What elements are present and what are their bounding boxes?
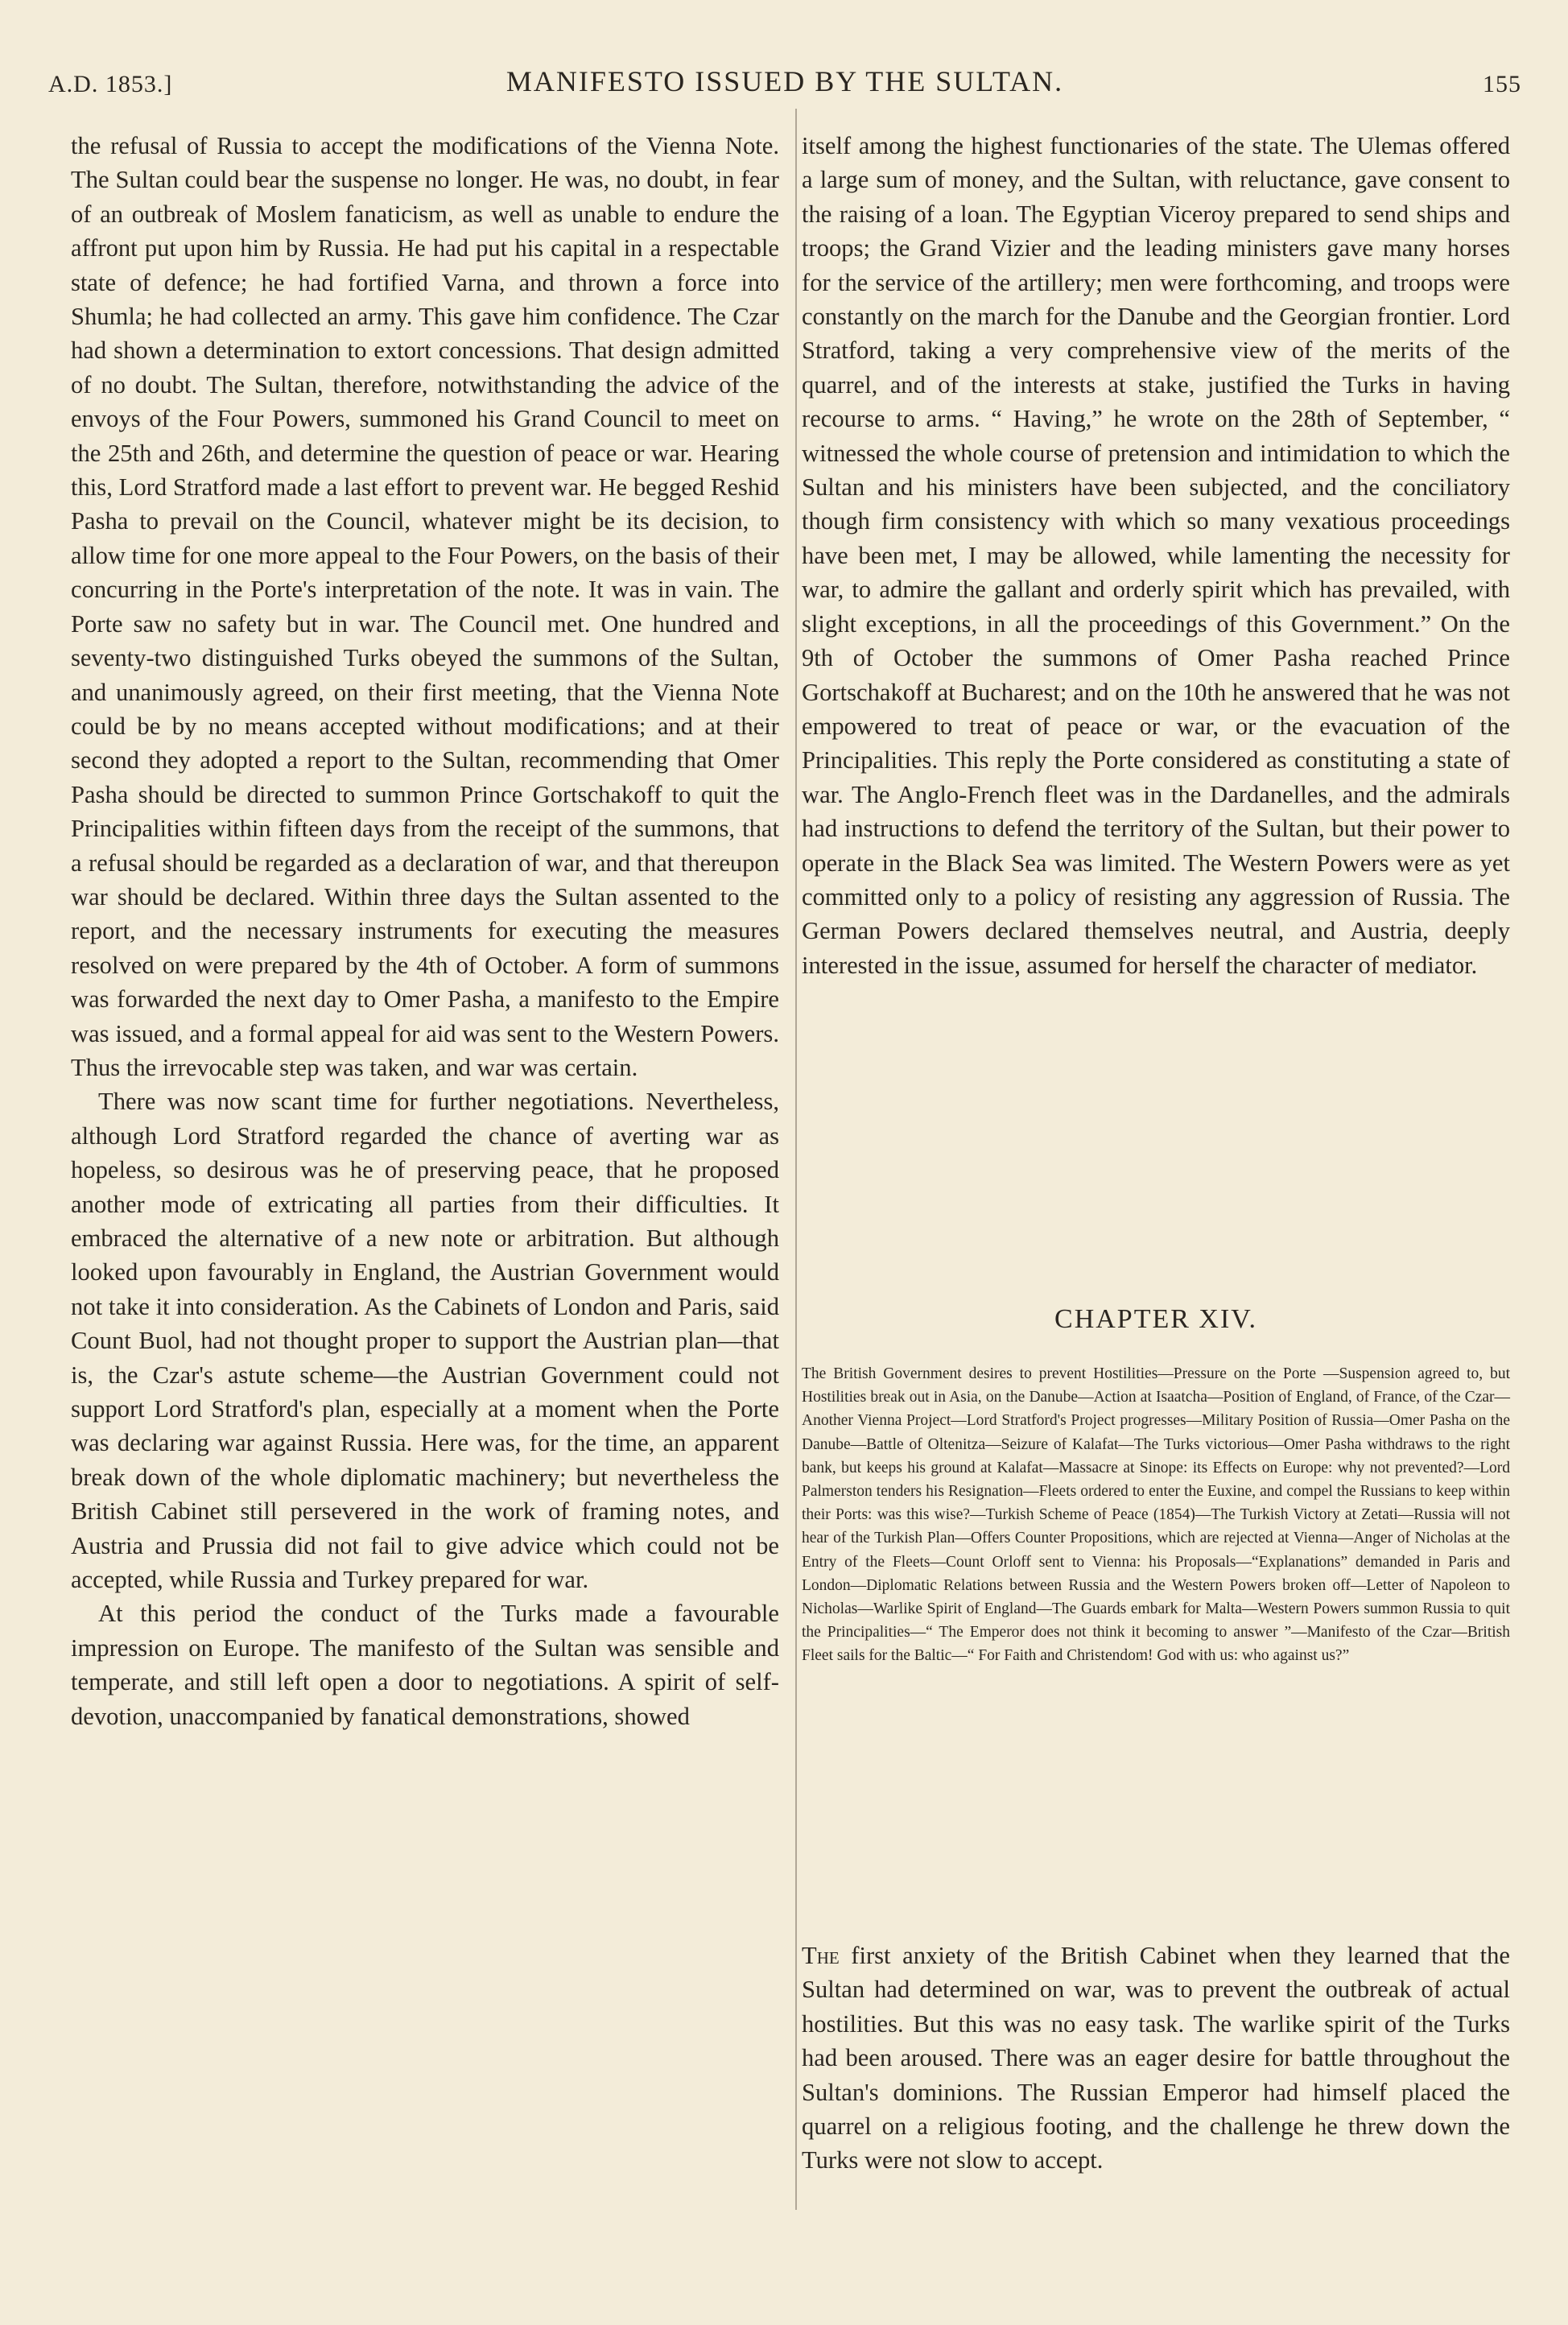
chapter-title: CHAPTER XIV. bbox=[1054, 1304, 1257, 1334]
left-paragraph-1: the refusal of Russia to accept the modifications of the Vienna Note. The Sultan could bear the suspense no longer. He was, no doubt, in fear of an outbreak of Moslem fanaticism, as well as unable to endure the affront put upon him by Russia. He had put his capital in a respectable state of defence; he had fortified Varna, and thrown a force into Shumla; he had collected an army. This gave him confidence. The Czar had shown a determination to extort concessions. That design admitted of no doubt. The Sultan, therefore, notwithstanding the advice of the envoys of the Four Powers, summoned his Grand Council to meet on the 25th and 26th, and determine the question of peace or war. Hearing this, Lord Stratford made a last effort to prevent war. He begged Reshid Pasha to prevail on the Council, whatever might be its decision, to allow time for one more appeal to the Four Powers, on the basis of their concurring in the Porte's interpretation of the note. It was in vain. The Porte saw no safety but in war. The Council met. One hundred and seventy-two distinguished Turks obeyed the summons of the Sultan, and unanimously agreed, on their first meeting, that the Vienna Note could be by no means accepted without modifications; and at their second they adopted a report to the Sultan, recommending that Omer Pasha should be directed to summon Prince Gortschakoff to quit the Principalities within fifteen days from the receipt of the summons, that a refusal should be regarded as a declaration of war, and that thereupon war should be declared. Within three days the Sultan assented to the report, and the necessary instruments for executing the measures resolved on were prepared by the 4th of October. A form of summons was forwarded the next day to Omer Pasha, a manifesto to the Empire was issued, and a formal appeal for aid was sent to the Western Powers. Thus the irrevocable step was taken, and war was certain. bbox=[71, 132, 779, 1081]
right-paragraph-1: itself among the highest functionaries of the state. The Ulemas offered a large sum of money, and the Sultan, with reluctance, gave consent to the raising of a loan. The Egyptian Viceroy prepared to send ships and troops; the Grand Vizier and the leading ministers gave many horses for the service of the artillery; men were forthcoming, and troops were constantly on the march for the Danube and the Georgian frontier. Lord Stratford, taking a very comprehensive view of the merits of the quarrel, and of the interests at stake, justified the Turks in having recourse to arms. “ Having,” he wrote on the 28th of September, “ witnessed the whole course of pretension and intimidation to which the Sultan and his ministers have been subjected, and the conciliatory though firm consistency with which so many vexatious proceedings have been met, I may be allowed, while lamenting the necessity for war, to admire the gallant and orderly spirit which has prevailed, with slight exceptions, in all the proceedings of this Government.” On the 9th of October the summons of Omer Pasha reached Prince Gortschakoff at Bucharest; and on the 10th he answered that he was not empowered to treat of peace or war, or the evacuation of the Principalities. This reply the Porte considered as constituting a state of war. The Anglo-French fleet was in the Dardanelles, and the admirals had instructions to defend the territory of the Sultan, but their power to operate in the Black Sea was limited. The Western Powers were as yet committed only to a policy of resisting any aggression of Russia. The German Powers declared themselves neutral, and Austria, deeply interested in the issue, assumed for herself the character of mediator. bbox=[802, 132, 1510, 979]
right-column bbox=[802, 129, 1510, 982]
chapter-opening-paragraph bbox=[802, 1939, 1510, 2178]
left-paragraph-3: At this period the conduct of the Turks made a favourable impression on Europe. The manifesto of the Sultan was sensible and temperate, and still left open a door to negotiations. A spirit of self-devotion, unaccompanied by fanatical demonstrations, showed bbox=[71, 1600, 779, 1730]
running-header bbox=[48, 64, 1521, 105]
column-divider bbox=[795, 109, 797, 2210]
chapter-synopsis: The British Government desires to prevent Hostilities—Pressure on the Porte —Suspension agreed to, but Hostilities break out in Asia, on the Danube—Action at Isaatcha—Position of England, of France, of the Czar—Another Vienna Project—Lord Stratford's Project progresses—Military Position of Russia—Omer Pasha on the Danube—Battle of Oltenitza—Seizure of Kalafat—The Turks victorious—Omer Pasha withdraws to the right bank, but keeps his ground at Kalafat—Massacre at Sinope: its Effects on Europe: why not prevented?—Lord Palmerston tenders his Resignation—Fleets ordered to enter the Euxine, and compel the Russians to keep within their Ports: was this wise?—Turkish Scheme of Peace (1854)—The Turkish Victory at Zetati—Russia will not hear of the Turkish Plan—Offers Counter Propositions, which are rejected at Vienna—Anger of Nicholas at the Entry of the Fleets—Count Orloff sent to Vienna: his Proposals—“Explanations” demanded in Paris and London—Diplomatic Relations between Russia and the Western Powers broken off—Letter of Napoleon to Nicholas—Warlike Spirit of England—The Guards embark for Malta—Western Powers summon Russia to quit the Principalities—“ The Emperor does not think it becoming to answer ”—Manifesto of the Czar—British Fleet sails for the Baltic—“ For Faith and Christendom! God with us: who against us?” bbox=[802, 1365, 1510, 1665]
page-number: 155 bbox=[1483, 71, 1521, 97]
chapter-opening bbox=[802, 1939, 1510, 2178]
opening-text: first anxiety of the British Cabinet when they learned that the Sultan had determined on war, was to prevent the outbreak of actual hostilities. But this was no easy task. The warlike spirit of the Turks had been aroused. There was an eager desire for battle throughout the Sultan's dominions. The Russian Emperor had himself placed the quarrel on a religious footing, and the challenge he threw down the Turks were not slow to accept. bbox=[802, 1942, 1510, 2174]
header-date: A.D. 1853.] bbox=[48, 71, 173, 97]
opening-word: The bbox=[802, 1942, 840, 1969]
header-title: MANIFESTO ISSUED BY THE SULTAN. bbox=[505, 65, 1064, 97]
left-paragraph-2: There was now scant time for further negotiations. Nevertheless, although Lord Stratford regarded the chance of averting war as hopeless, so desirous was he of preserving peace, that he proposed another mode of extricating all parties from their difficulties. It embraced the alternative of a new note or arbitration. But although looked upon favourably in England, the Austrian Government would not take it into consideration. As the Cabinets of London and Paris, said Count Buol, had not thought proper to support the Austrian plan—that is, the Czar's astute scheme—the Austrian Government could not support Lord Stratford's plan, especially at a moment when the Porte was declaring war against Russia. Here was, for the time, an apparent break down of the whole diplomatic machinery; but nevertheless the British Cabinet still persevered in the work of framing notes, and Austria and Prussia did not fail to give advice which could not be accepted, while Russia and Turkey prepared for war. bbox=[71, 1088, 779, 1594]
left-column bbox=[71, 129, 779, 1733]
